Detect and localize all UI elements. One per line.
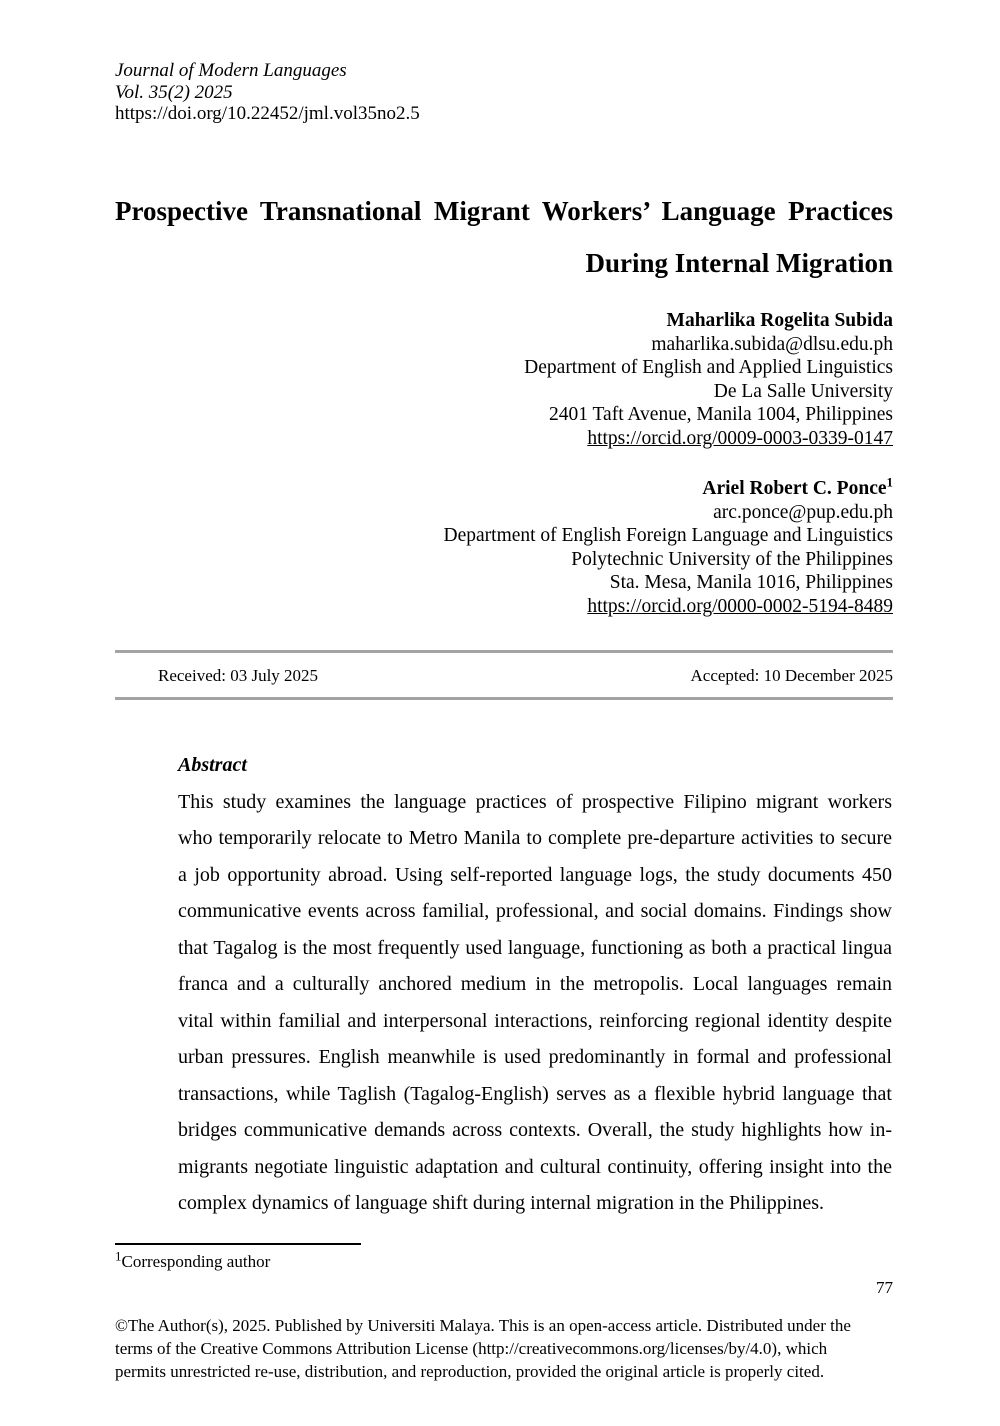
author-name-text: Maharlika Rogelita Subida <box>666 310 893 331</box>
author-orcid-link[interactable]: https://orcid.org/0009-0003-0339-0147 <box>587 427 893 449</box>
abstract-line: franca and a culturally anchored medium in the metropolis. Local languages remain <box>178 973 892 995</box>
author-university: De La Salle University <box>713 380 893 402</box>
accepted-date: Accepted: 10 December 2025 <box>690 666 893 685</box>
author-department: Department of English and Applied Linguistics <box>524 357 893 379</box>
page-number: 77 <box>876 1278 893 1297</box>
article-title <box>115 185 893 289</box>
abstract-line: transactions, while Taglish (Tagalog-English) serves as a flexible hybrid language that <box>178 1082 892 1105</box>
license-block <box>115 1314 925 1383</box>
article-title-line1: Prospective Transnational Migrant Workers’ Language Practices <box>115 196 893 226</box>
author-address: 2401 Taft Avenue, Manila 1004, Philippines <box>548 404 893 426</box>
author-orcid-link[interactable]: https://orcid.org/0000-0002-5194-8489 <box>587 595 893 617</box>
footnote-marker: 1 <box>115 1248 122 1264</box>
license-line: permits unrestricted re-use, distribution, and reproduction, provided the original article is properly cited. <box>115 1362 825 1381</box>
footnote <box>115 1248 271 1272</box>
author-block-1 <box>115 309 893 451</box>
author-name <box>115 309 893 333</box>
abstract-line: urban pressures. English meanwhile is used predominantly in formal and professional <box>178 1046 892 1068</box>
author-name-text: Ariel Robert C. Ponce <box>702 478 887 499</box>
journal-doi: https://doi.org/10.22452/jml.vol35no2.5 <box>115 103 420 124</box>
abstract-line: that Tagalog is the most frequently used language, functioning as both a practical lingua <box>178 936 892 959</box>
author-university: Polytechnic University of the Philippines <box>571 548 893 570</box>
abstract-line: bridges communicative demands across contexts. Overall, the study highlights how in- <box>178 1119 892 1141</box>
received-date: Received: 03 July 2025 <box>158 666 319 685</box>
footnote-divider <box>115 1243 361 1245</box>
journal-header <box>115 60 420 125</box>
abstract-line: a job opportunity abroad. Using self-reported language logs, the study documents 450 <box>178 863 892 886</box>
journal-volume: Vol. 35(2) 2025 <box>115 81 233 103</box>
author-name <box>115 474 893 501</box>
article-title-line2: During Internal Migration <box>585 248 893 278</box>
journal-name: Journal of Modern Languages <box>115 60 347 81</box>
author-department: Department of English Foreign Language and Linguistics <box>443 525 893 547</box>
footnote-text: Corresponding author <box>121 1252 271 1271</box>
abstract-line: This study examines the language practices of prospective Filipino migrant workers <box>178 790 892 813</box>
abstract-section <box>178 747 892 1222</box>
author-email: maharlika.subida@dlsu.edu.ph <box>651 333 893 355</box>
abstract-line: communicative events across familial, professional, and social domains. Findings show <box>178 900 892 922</box>
author-superscript: 1 <box>886 474 893 490</box>
author-block-2 <box>115 474 893 619</box>
author-email: arc.ponce@pup.edu.ph <box>713 501 893 523</box>
license-line: ©The Author(s), 2025. Published by Universiti Malaya. This is an open-access article. Distributed under the <box>115 1316 851 1335</box>
author-address: Sta. Mesa, Manila 1016, Philippines <box>609 572 893 594</box>
dates-bar <box>115 650 893 700</box>
abstract-heading: Abstract <box>178 754 247 776</box>
abstract-line: vital within familial and interpersonal interactions, reinforcing regional identity despite <box>178 1009 892 1032</box>
abstract-line: migrants negotiate linguistic adaptation and cultural continuity, offering insight into the <box>178 1155 892 1178</box>
abstract-line: who temporarily relocate to Metro Manila to complete pre-departure activities to secure <box>178 827 892 849</box>
license-line: terms of the Creative Commons Attribution License (http://creativecommons.org/licenses/by/4.0), which <box>115 1339 828 1358</box>
abstract-line: complex dynamics of language shift during internal migration in the Philippines. <box>178 1192 824 1214</box>
